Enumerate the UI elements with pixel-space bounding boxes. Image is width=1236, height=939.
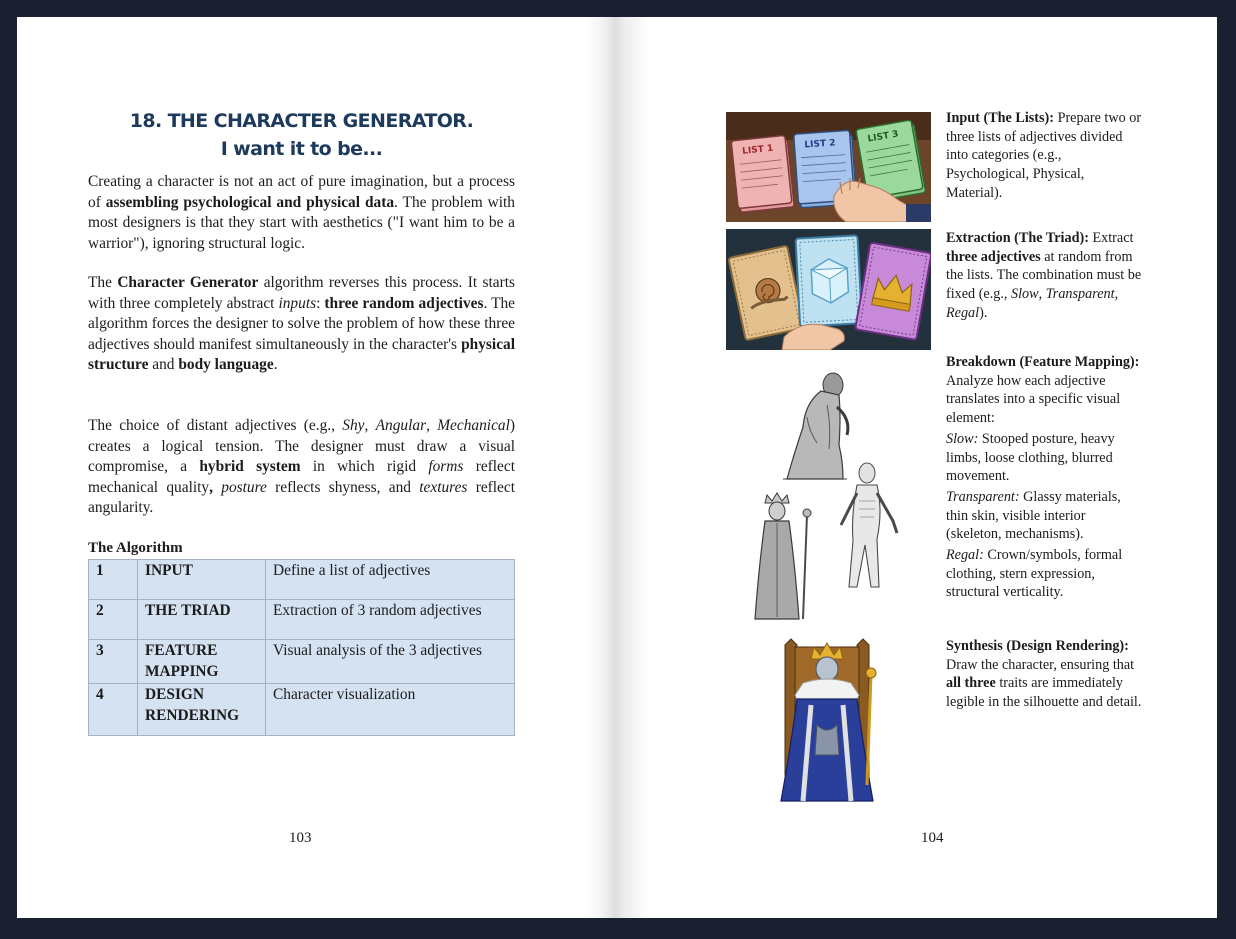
table-row [89,684,515,736]
step-input-title: Input (The Lists): [946,110,1055,126]
step-number: 3 [89,640,138,684]
step-number: 2 [89,600,138,640]
step-breakdown [946,353,1144,602]
triad-cards-illustration [726,229,931,350]
step-phase: FEATURE MAPPING [138,640,266,684]
chapter-subtitle: I want it to be... [220,138,383,160]
page-number-right: 104 [921,830,944,846]
table-row [89,600,515,640]
step-description: Character visualization [266,684,515,736]
list-2-label: LIST 2 [804,138,836,151]
step-description: Define a list of adjectives [266,560,515,600]
step-phase: INPUT [138,560,266,600]
step-description: Extraction of 3 random adjectives [266,600,515,640]
step-number: 4 [89,684,138,736]
algorithm-label: The Algorithm [88,540,183,556]
intro-paragraph: Creating a character is not an act of pure imagination, but a process of assembling psychological and physical data. The problem with most designers is that they start with aesthetics ("I want him to be a warrior"), ignoring structural logic. [88,173,515,252]
step-extraction: Extraction (The Triad): Extract three adjectives at random from the lists. The combination must be fixed (e.g., Slow, Transparent, Regal). [946,230,1142,321]
chapter-title: 18. THE CHARACTER GENERATOR. [129,110,474,132]
step-phase: DESIGN RENDERING [138,684,266,736]
algorithm-table [88,559,515,736]
step-breakdown-intro: Breakdown (Feature Mapping): Analyze how each adjective translates into a specific visual element: [946,354,1140,427]
step-input: Input (The Lists): Prepare two or three lists of adjectives divided into categories (e.g., Psychological, Physical, Material). [946,110,1142,201]
step-extraction-title: Extraction (The Triad): [946,230,1089,246]
table-row [89,560,515,600]
king-rendering-illustration [767,635,892,807]
transparent-mapping: Transparent: Glassy materials, thin skin, visible interior (skeleton, mechanisms). [946,488,1121,543]
right-page [617,17,1217,918]
slow-figure-sketch [783,373,848,479]
step-description: Visual analysis of the 3 adjectives [266,640,515,684]
lists-illustration [726,112,931,222]
step-synthesis-title: Synthesis (Design Rendering): [946,638,1129,654]
regal-figure-sketch [755,493,811,619]
step-breakdown-title: Breakdown (Feature Mapping): [946,354,1140,370]
step-phase: THE TRIAD [138,600,266,640]
step-synthesis: Synthesis (Design Rendering): Draw the character, ensuring that all three traits are immediately legible in the silhouette and detail. [946,638,1142,711]
adjectives-paragraph: The choice of distant adjectives (e.g., Shy, Angular, Mechanical) creates a logical tension. The designer must draw a visual compromise, a hybrid system in which rigid forms reflect mechanical quality, posture reflects shyness, and textures reflect angularity. [88,417,516,516]
table-row [89,640,515,684]
list-3-label: LIST 3 [866,129,900,145]
slow-mapping: Slow: Stooped posture, heavy limbs, loose clothing, blurred movement. [946,430,1115,485]
algorithm-paragraph: The Character Generator algorithm reverses this process. It starts with three completely abstract inputs: three random adjectives. The algorithm forces the designer to solve the problem of how these three adjectives should manifest simultaneously in the character's physical structure and body language. [88,274,516,373]
step-number: 1 [89,560,138,600]
page-number-left: 103 [289,830,312,846]
left-page [17,17,617,918]
book-spread [17,17,1217,918]
transparent-figure-sketch [841,463,897,587]
feature-mapping-sketches [747,365,917,621]
regal-mapping: Regal: Crown/symbols, formal clothing, stern expression, structural verticality. [946,547,1123,601]
list-1-label: LIST 1 [741,143,774,157]
